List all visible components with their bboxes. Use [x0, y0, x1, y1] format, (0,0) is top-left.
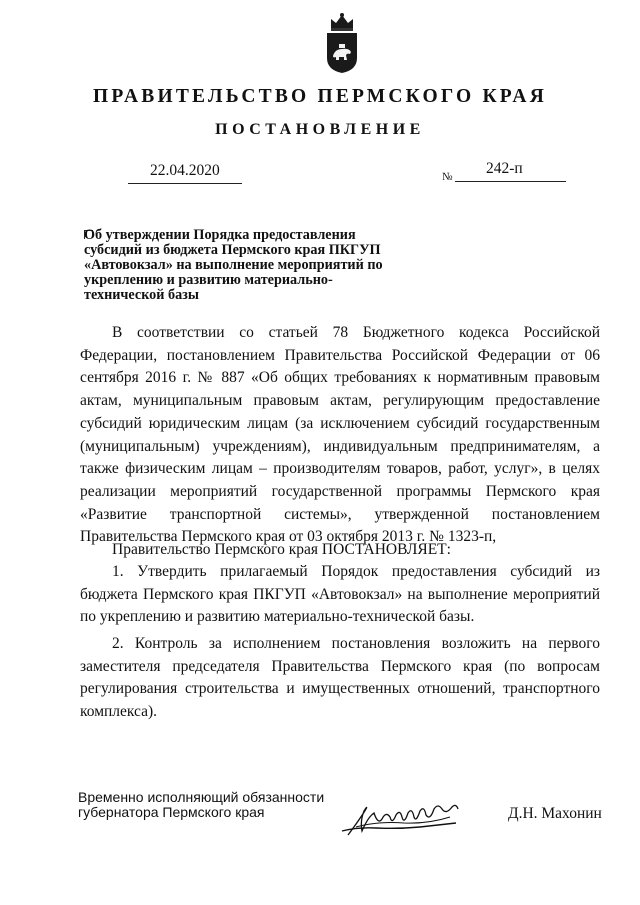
signatory-title-line: Временно исполняющий обязанности	[78, 789, 325, 805]
document-subject: Об утверждении Порядка предоставления субсидий из бюджета Пермского края ПКГУП «Автовокзал» на выполнение мероприятий по укреплению и развитию материально-технической базы	[84, 227, 383, 303]
number-underline	[455, 181, 566, 182]
signatory-title-line: губернатора Пермского края	[78, 804, 265, 820]
date-underline	[128, 183, 242, 184]
signatory-title	[78, 790, 338, 820]
body-paragraph: 2. Контроль за исполнением постановления возложить на первого заместителя председателя Правительства Пермского края (по вопросам регулирования строительства и имущественных отношений, транспортного комплекса).	[80, 635, 600, 721]
body-paragraph: 1. Утвердить прилагаемый Порядок предоставления субсидий из бюджета Пермского края ПКГУП «Автовокзал» на выполнение мероприятий по укреплению и развитию материально-технической базы.	[80, 563, 600, 626]
number-sign: №	[442, 171, 453, 183]
government-title: ПРАВИТЕЛЬСТВО ПЕРМСКОГО КРАЯ	[93, 86, 547, 107]
handwritten-signature	[338, 797, 464, 839]
document-type: ПОСТАНОВЛЕНИЕ	[215, 121, 425, 138]
body-paragraph: Правительство Пермского края ПОСТАНОВЛЯЕТ:	[112, 541, 451, 558]
signatory-name: Д.Н. Махонин	[508, 805, 602, 822]
body-paragraph: В соответствии со статьей 78 Бюджетного кодекса Российской Федерации, постановлением Правительства Российской Федерации от 06 сентября 2016 г. № 887 «Об общих требованиях к нормативным правовым актам, муниципальным правовым актам, регулирующим предоставление субсидий юридическим лицам (за исключением субсидий государственным (муниципальным) учреждениям), индивидуальным предпринимателям, а также физическим лицам – производителям товаров, работ, услуг», в целях реализации мероприятий государственной программы Пермского края «Развитие транспортной системы», утвержденной постановлением Правительства Пермского края от 03 октября 2013 г. № 1323-п,	[80, 324, 600, 546]
document-number: 242-п	[486, 160, 523, 177]
perm-coat-of-arms-icon	[323, 12, 361, 74]
document-date: 22.04.2020	[150, 162, 220, 179]
